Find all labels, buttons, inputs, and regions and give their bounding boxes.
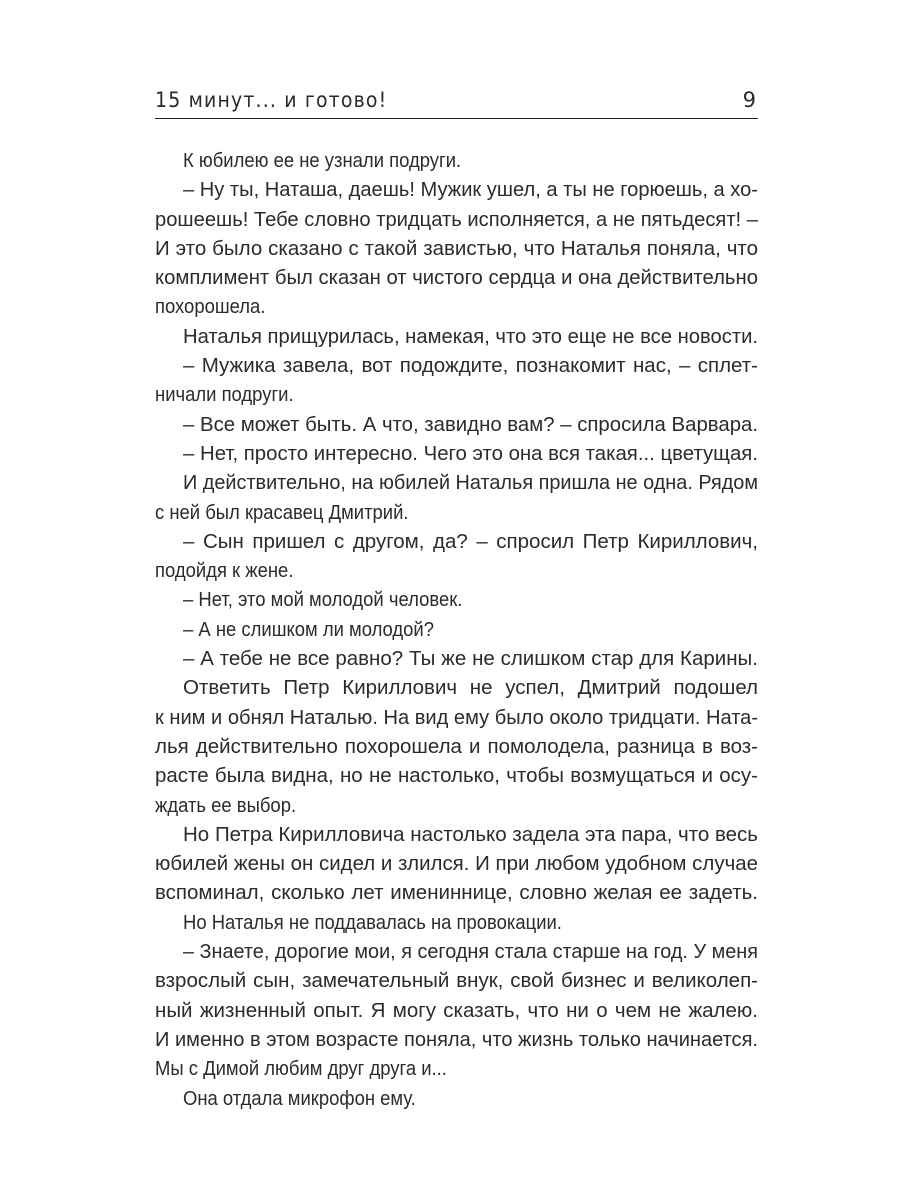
text-line-content: – Все может быть. А что, завидно вам? – спросила Варвара. [183,412,758,436]
text-line-content: комплимент был сказан от чистого сердца и она действительно [155,266,758,290]
text-line [155,263,758,292]
text-line [155,703,758,732]
text-line-content: И действительно, на юбилей Наталья пришла не одна. Рядом [183,471,758,495]
text-line-content: – Мужика завела, вот подождите, познакомит нас, – сплет- [183,354,758,378]
text-line [155,585,758,614]
text-line-content: подойдя к жене. [155,559,294,583]
text-line-content: ничали подруги. [155,383,294,407]
text-line-content: – А не слишком ли молодой? [183,617,435,641]
text-line [155,878,758,907]
text-line-content: Ответить Петр Кириллович не успел, Дмитрий подошел [183,676,758,700]
text-line [155,908,758,937]
text-line-content: – А тебе не все равно? Ты же не слишком стар для Карины. [183,647,758,671]
text-line [155,996,758,1025]
text-line [155,732,758,761]
text-line [155,820,758,849]
text-line [155,1025,758,1054]
running-header [155,84,758,119]
text-line-content: лья действительно похорошела и помолодела, разница в воз- [155,734,758,758]
text-line [155,292,758,321]
text-line [155,175,758,204]
text-line-content: рошеешь! Тебе словно тридцать исполняется, а не пятьдесят! – [155,207,758,231]
text-line [155,234,758,263]
text-line [155,761,758,790]
text-line-content: Мы с Димой любим друг друга и... [155,1057,447,1081]
text-line-content: И это было сказано с такой завистью, что Наталья поняла, что [155,236,758,260]
text-line [155,615,758,644]
running-title: 15 минут... и готово! [155,88,388,112]
text-line-content: – Сын пришел с другом, да? – спросил Петр Кириллович, [183,529,758,553]
text-line [155,1084,758,1113]
text-line-content: Она отдала микрофон ему. [183,1086,416,1110]
text-line-content: – Нет, это мой молодой человек. [183,588,463,612]
text-line-content: расте была видна, но не настолько, чтобы возмущаться и осу- [155,764,758,788]
text-line [155,527,758,556]
text-line [155,937,758,966]
text-line-content: с ней был красавец Дмитрий. [155,500,409,524]
text-line [155,322,758,351]
text-line [155,791,758,820]
text-line [155,849,758,878]
text-line [155,439,758,468]
text-line-content: – Ну ты, Наташа, даешь! Мужик ушел, а ты не горюешь, а хо- [183,178,758,202]
text-line-content: к ним и обнял Наталью. На вид ему было около тридцати. Ната- [155,705,758,729]
text-line-content: – Знаете, дорогие мои, я сегодня стала старше на год. У меня [183,940,758,964]
text-line-content: юбилей жены он сидел и злился. И при любом удобном случае [155,852,758,876]
text-line [155,468,758,497]
text-line [155,1054,758,1083]
text-line [155,146,758,175]
text-line-content: ный жизненный опыт. Я могу сказать, что ни о чем не жалею. [155,998,758,1022]
text-line [155,644,758,673]
body-text [155,146,758,1113]
text-line [155,556,758,585]
text-line [155,351,758,380]
text-line-content: ждать ее выбор. [155,793,297,817]
text-line-content: Но Петра Кирилловича настолько задела эта пара, что весь [183,822,758,846]
page-number: 9 [742,88,756,112]
text-line-content: Наталья прищурилась, намекая, что это еще не все новости. [183,324,758,348]
text-line-content: взрослый сын, замечательный внук, свой бизнес и великолеп- [155,969,758,993]
text-line [155,966,758,995]
text-line [155,673,758,702]
text-line-content: К юбилею ее не узнали подруги. [183,149,462,172]
text-line [155,205,758,234]
text-line [155,380,758,409]
text-line-content: Но Наталья не поддавалась на провокации. [183,910,562,934]
text-line [155,410,758,439]
text-line-content: – Нет, просто интересно. Чего это она вся такая... цветущая. [183,441,758,465]
text-line [155,498,758,527]
text-line-content: вспоминал, сколько лет имениннице, словно желая ее задеть. [155,881,758,905]
text-line-content: И именно в этом возрасте поняла, что жизнь только начинается. [155,1027,758,1051]
text-line-content: похорошела. [155,295,266,319]
